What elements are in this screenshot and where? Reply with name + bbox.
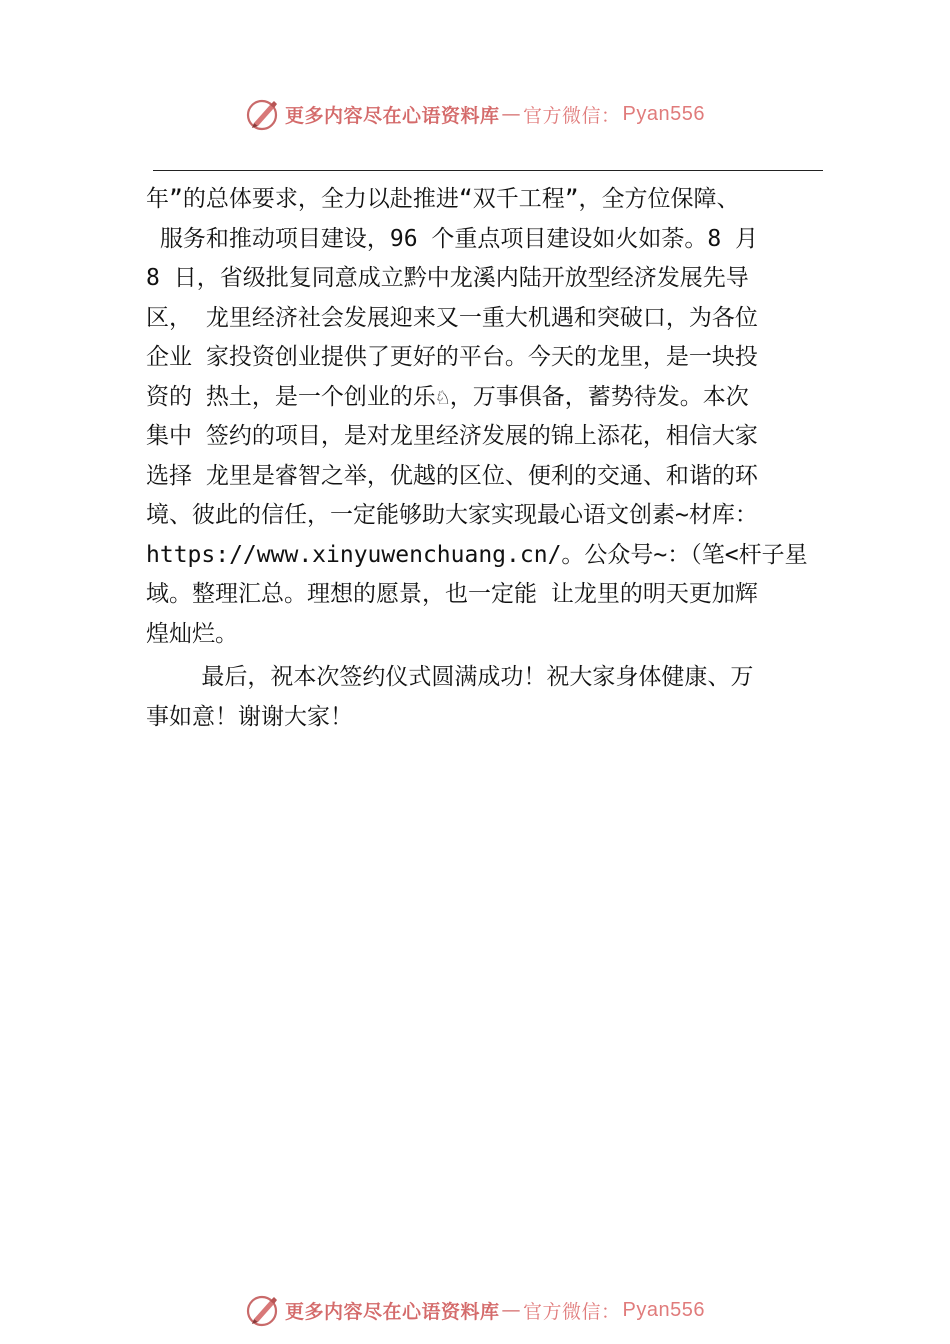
text-line: 年”的总体要求，全力以赴推进“双千工程”，全方位保障、: [146, 186, 740, 212]
banner-wechat-id: Pyan556: [622, 1298, 705, 1321]
banner-wechat-id: Pyan556: [622, 102, 705, 125]
paragraph-closing: [146, 658, 826, 737]
text-line: 最后，祝本次签约仪式圆满成功！祝大家身体健康、万: [146, 664, 754, 690]
pen-logo-icon: [245, 96, 281, 132]
banner-site-name: 更多内容尽在心语资料库: [285, 1300, 500, 1323]
footer-banner: [0, 1290, 950, 1330]
banner-site-name: 更多内容尽在心语资料库: [285, 104, 500, 127]
text-line: 资的 热土，是一个创业的乐♘，万事俱备，蓄势待发。本次: [146, 383, 749, 410]
header-divider: [153, 170, 823, 171]
text-line: 域。整理汇总。理想的愿景，也一定能 让龙里的明天更加辉: [146, 581, 758, 607]
text-line: https://www.xinyuwenchuang.cn/。公众号~：（笔<杆子星: [146, 541, 808, 568]
banner-text: [285, 1297, 705, 1324]
text-line: 集中 签约的项目，是对龙里经济发展的锦上添花，相信大家: [146, 423, 758, 449]
banner-text: [285, 101, 705, 128]
document-body: [146, 180, 826, 737]
banner-wechat-label: 官方微信：: [523, 104, 621, 127]
banner-dash: —: [501, 1299, 522, 1321]
text-line: 区， 龙里经济社会发展迎来又一重大机遇和突破口，为各位: [146, 304, 758, 331]
text-line: 煌灿烂。: [146, 620, 238, 647]
banner-wechat-label: 官方微信：: [523, 1300, 621, 1323]
text-line: 企业 家投资创业提供了更好的平台。今天的龙里，是一块投: [146, 344, 758, 370]
pen-logo-icon: [245, 1292, 281, 1328]
banner-dash: —: [501, 103, 522, 125]
text-line: 境、彼此的信任，一定能够助大家实现最心语文创素~材库：: [146, 502, 758, 528]
text-line: 服务和推动项目建设，96 个重点项目建设如火如荼。8 月: [146, 225, 759, 252]
paragraph-main: [146, 180, 826, 654]
text-line: 事如意！谢谢大家！: [146, 703, 353, 730]
text-line: 8 日，省级批复同意成立黔中龙溪内陆开放型经济发展先导: [146, 265, 749, 291]
header-banner: [0, 94, 950, 134]
text-line: 选择 龙里是睿智之举，优越的区位、便利的交通、和谐的环: [146, 462, 758, 489]
